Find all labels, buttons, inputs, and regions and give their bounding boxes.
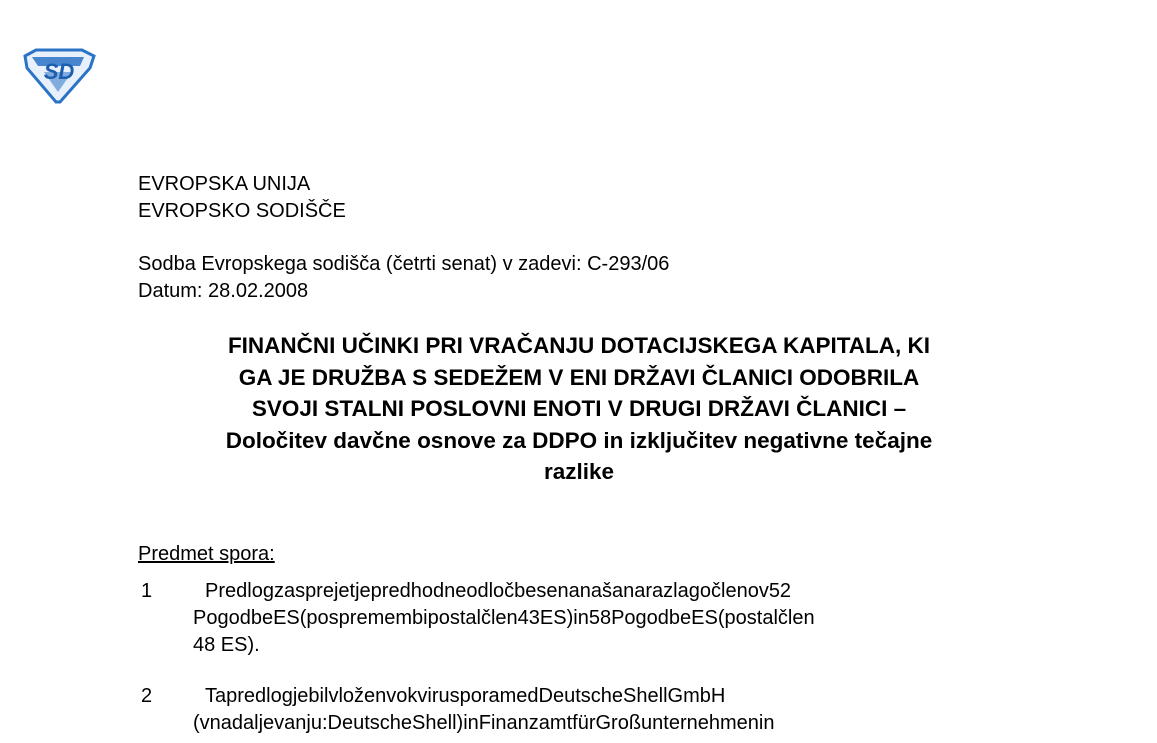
court-heading [138, 171, 346, 225]
org-line-2: EVROPSKO SODIŠČE [138, 200, 346, 222]
paragraph-number: 1 [141, 580, 153, 602]
paragraph-line: (vnadaljevanju:DeutscheShell)inFinanzamtfürGroßunternehmenin [193, 712, 775, 734]
title-line-1: FINANČNI UČINKI PRI VRAČANJU DOTACIJSKEGA KAPITALA, KI [227, 333, 931, 358]
title-line-2: GA JE DRUŽBA S SEDEŽEM V ENI DRŽAVI ČLANICI ODOBRILA [238, 364, 920, 390]
title-line-3: SVOJI STALNI POSLOVNI ENOTI V DRUGI DRŽAVI ČLANICI – [251, 396, 907, 421]
company-logo [22, 48, 96, 104]
judgment-line: Sodba Evropskega sodišča (četrti senat) v zadevi: C-293/06 [138, 253, 670, 275]
paragraph-line: TapredlogjebilvloženvokvirusporamedDeutscheShellGmbH [205, 685, 726, 707]
paragraph-line: Predlogzasprejetjepredhodneodločbesenanašanarazlagočlenov52 [205, 580, 792, 602]
title-line-5: razlike [543, 459, 615, 484]
case-info [138, 251, 669, 305]
document-title [138, 330, 1020, 488]
logo-text: SD [43, 59, 75, 84]
paragraph-1 [138, 578, 1020, 659]
title-line-4: Določitev davčne osnove za DDPO in izključitev negativne tečajne [225, 427, 933, 453]
org-line-1: EVROPSKA UNIJA [138, 173, 311, 195]
paragraph-2 [138, 683, 1020, 737]
subject-heading: Predmet spora: [138, 543, 275, 565]
paragraph-line: PogodbeES(pospremembipostalčlen43ES)in58PogodbeES(postalčlen [193, 607, 815, 629]
paragraph-line: 48 ES). [193, 634, 260, 656]
date-line: Datum: 28.02.2008 [138, 280, 309, 302]
paragraph-number: 2 [141, 685, 153, 707]
